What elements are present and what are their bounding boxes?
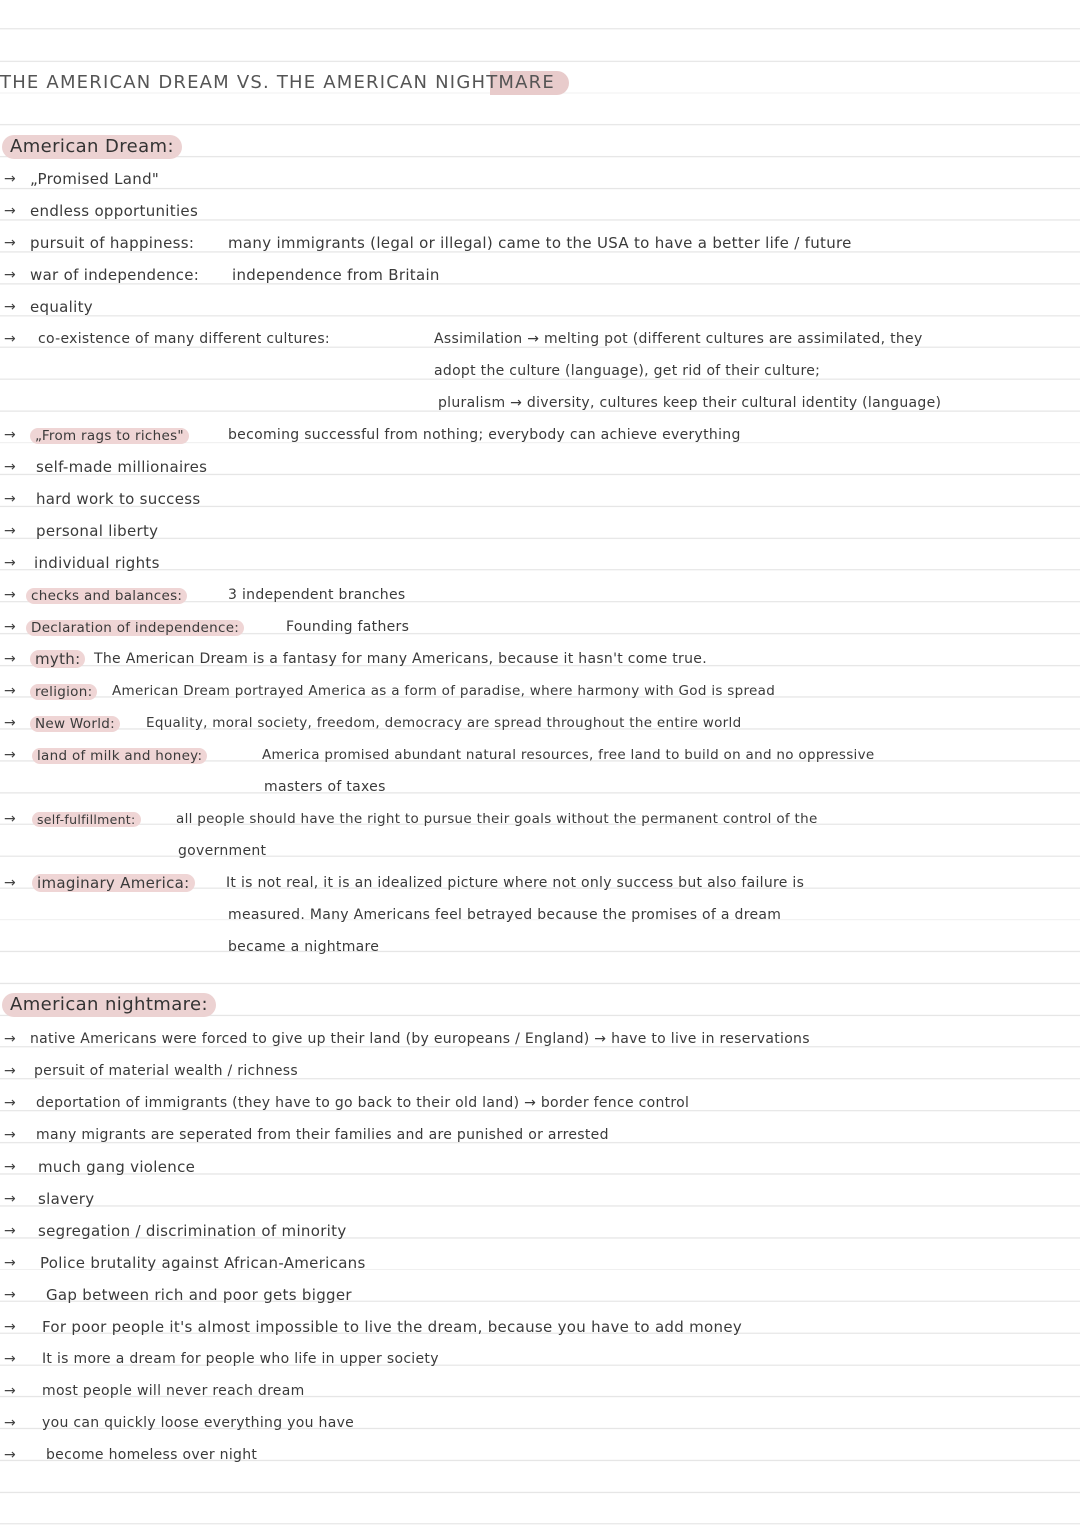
- list-item: → persuit of material wealth / richness: [0, 1058, 1080, 1084]
- list-item: adopt the culture (language), get rid of their culture;: [434, 363, 821, 379]
- arrow-icon: →: [4, 1383, 17, 1399]
- arrow-icon: →: [4, 171, 17, 187]
- list-item: → religion: American Dream portrayed America as a form of paradise, where harmony with God is spread: [0, 678, 1080, 704]
- arrow-icon: →: [4, 747, 17, 763]
- arrow-icon: →: [4, 491, 17, 507]
- arrow-icon: →: [4, 555, 17, 571]
- arrow-icon: →: [4, 267, 17, 283]
- list-item: government: [178, 843, 267, 859]
- arrow-icon: →: [4, 1063, 17, 1079]
- arrow-icon: →: [4, 1095, 17, 1111]
- list-item: → self-made millionaires: [0, 454, 1080, 480]
- highlight: religion:: [30, 684, 97, 700]
- list-item: → self-fulfillment: all people should have the right to pursue their goals without the permanent control of the: [0, 806, 1080, 832]
- page-title: THE AMERICAN DREAM VS. THE AMERICAN NIGHTMARE: [0, 71, 569, 95]
- list-item: → many migrants are seperated from their families and are punished or arrested: [0, 1122, 1080, 1148]
- list-item: → native Americans were forced to give up their land (by europeans / England) → have to live in reservations: [0, 1026, 1080, 1052]
- dream-heading: American Dream:: [2, 135, 182, 159]
- highlight: myth:: [30, 650, 85, 668]
- list-item: → slavery: [0, 1186, 1080, 1212]
- highlight: New World:: [30, 716, 120, 732]
- arrow-icon: →: [4, 1031, 17, 1047]
- list-item: → equality: [0, 294, 1080, 320]
- arrow-icon: →: [4, 331, 17, 347]
- highlight: „From rags to riches": [30, 428, 189, 444]
- list-item: → hard work to success: [0, 486, 1080, 512]
- nightmare-heading: American nightmare:: [2, 993, 216, 1017]
- list-item: → pursuit of happiness: many immigrants (legal or illegal) came to the USA to have a better life / future: [0, 230, 1080, 256]
- arrow-icon: →: [4, 1415, 17, 1431]
- list-item: pluralism → diversity, cultures keep their cultural identity (language): [438, 395, 942, 411]
- list-item: → segregation / discrimination of minority: [0, 1218, 1080, 1244]
- arrow-icon: →: [4, 1287, 17, 1303]
- highlight: Declaration of independence:: [26, 620, 244, 636]
- list-item: → most people will never reach dream: [0, 1378, 1080, 1404]
- arrow-icon: →: [4, 587, 17, 603]
- arrow-icon: →: [4, 235, 17, 251]
- arrow-icon: →: [4, 1127, 17, 1143]
- list-item: → become homeless over night: [0, 1442, 1080, 1468]
- list-item: became a nightmare: [228, 939, 380, 955]
- list-item: → deportation of immigrants (they have to go back to their old land) → border fence control: [0, 1090, 1080, 1116]
- list-item: → endless opportunities: [0, 198, 1080, 224]
- arrow-icon: →: [4, 1159, 17, 1175]
- arrow-icon: →: [4, 299, 17, 315]
- list-item: → imaginary America: It is not real, it is an idealized picture where not only success but also failure is: [0, 870, 1080, 896]
- arrow-icon: →: [4, 1351, 17, 1367]
- arrow-icon: →: [4, 1319, 17, 1335]
- list-item: → For poor people it's almost impossible to live the dream, because you have to add money: [0, 1314, 1080, 1340]
- arrow-icon: →: [4, 523, 17, 539]
- highlight: land of milk and honey:: [32, 748, 207, 764]
- arrow-icon: →: [4, 203, 17, 219]
- list-item: masters of taxes: [264, 779, 386, 795]
- arrow-icon: →: [4, 683, 17, 699]
- list-item: → It is more a dream for people who life in upper society: [0, 1346, 1080, 1372]
- list-item: → Police brutality against African-Americans: [0, 1250, 1080, 1276]
- list-item: → New World: Equality, moral society, freedom, democracy are spread throughout the entire world: [0, 710, 1080, 736]
- list-item: → you can quickly loose everything you have: [0, 1410, 1080, 1436]
- highlight: checks and balances:: [26, 588, 187, 604]
- list-item: → „Promised Land": [0, 166, 1080, 192]
- list-item: → land of milk and honey: America promised abundant natural resources, free land to build on and no oppressive: [0, 742, 1080, 768]
- list-item: → Gap between rich and poor gets bigger: [0, 1282, 1080, 1308]
- arrow-icon: →: [4, 875, 17, 891]
- list-item: → co-existence of many different cultures: Assimilation → melting pot (different cultures are assimilated, they: [0, 326, 1080, 352]
- highlight: imaginary America:: [32, 874, 195, 892]
- arrow-icon: →: [4, 651, 17, 667]
- list-item: → much gang violence: [0, 1154, 1080, 1180]
- arrow-icon: →: [4, 715, 17, 731]
- list-item: → individual rights: [0, 550, 1080, 576]
- list-item: → Declaration of independence: Founding fathers: [0, 614, 1080, 640]
- arrow-icon: →: [4, 1255, 17, 1271]
- list-item: → „From rags to riches" becoming successful from nothing; everybody can achieve everything: [0, 422, 1080, 448]
- list-item: → war of independence: independence from Britain: [0, 262, 1080, 288]
- arrow-icon: →: [4, 619, 17, 635]
- arrow-icon: →: [4, 811, 17, 827]
- arrow-icon: →: [4, 459, 17, 475]
- arrow-icon: →: [4, 427, 17, 443]
- list-item: → myth: The American Dream is a fantasy for many Americans, because it hasn't come true.: [0, 646, 1080, 672]
- arrow-icon: →: [4, 1191, 17, 1207]
- list-item: → personal liberty: [0, 518, 1080, 544]
- list-item: measured. Many Americans feel betrayed because the promises of a dream: [228, 907, 782, 923]
- arrow-icon: →: [4, 1447, 17, 1463]
- highlight: self-fulfillment:: [32, 812, 141, 827]
- list-item: → checks and balances: 3 independent branches: [0, 582, 1080, 608]
- arrow-icon: →: [4, 1223, 17, 1239]
